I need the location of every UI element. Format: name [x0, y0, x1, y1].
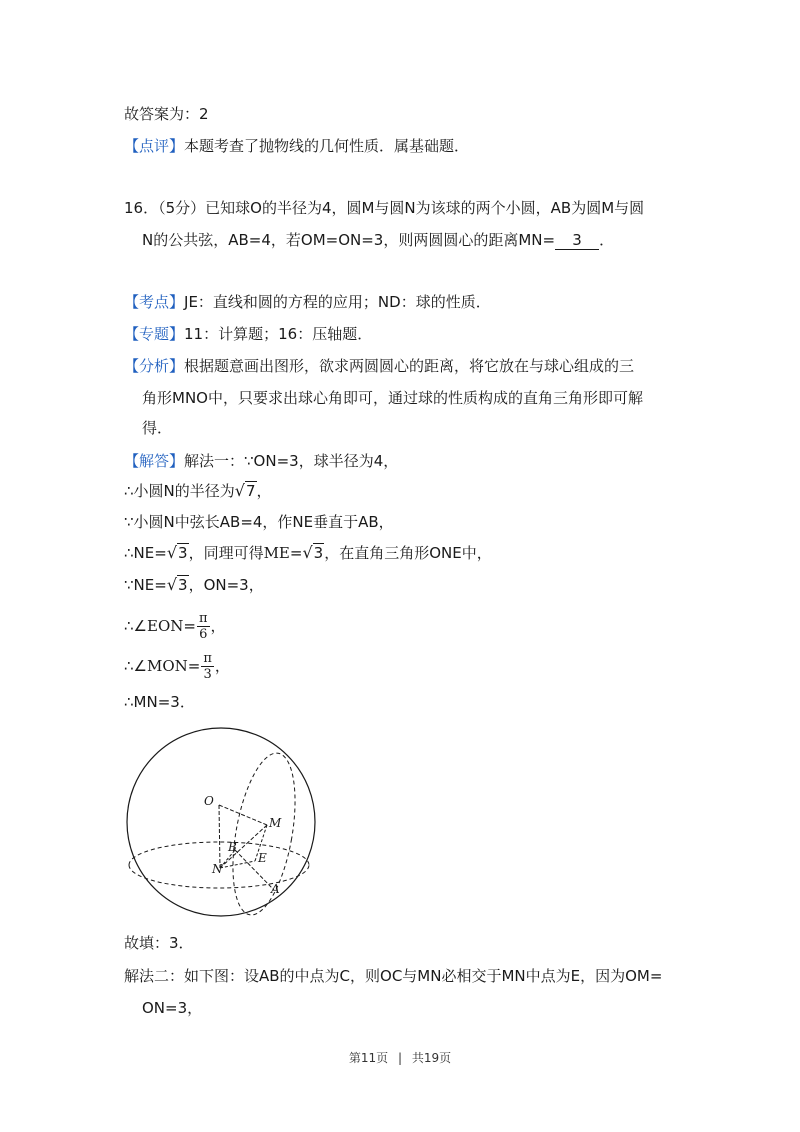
sqrt-7: √7: [234, 481, 256, 500]
sqrt-3: √3: [302, 543, 324, 562]
jieda-line-1: 解法一：∵ON=3，球半径为4，: [184, 452, 399, 470]
fenxi-line-1: 根据题意画出图形，欲求两圆圆心的距离，将它放在与球心组成的三: [184, 357, 635, 375]
numerator: π: [198, 611, 208, 626]
label-m: M: [269, 816, 282, 830]
fenxi-tag: 【分析】: [124, 357, 185, 375]
jieda-line-5-a: ∵NE=: [124, 576, 167, 594]
jieda-line-2: [124, 481, 272, 501]
kaodian-tag: 【考点】: [124, 293, 185, 311]
jieda-line-5: [124, 575, 264, 595]
page-footer: [0, 1049, 800, 1066]
denominator: 3: [203, 667, 212, 682]
radicand: 3: [178, 544, 188, 562]
fraction-pi-over-3: [201, 651, 214, 682]
label-b: B: [228, 840, 237, 854]
fenxi-line-3: 得．: [142, 419, 173, 437]
fenxi-paragraph: [124, 356, 634, 376]
zhuanti-paragraph: [124, 324, 372, 344]
jieda-line-7-pre: ∴∠: [124, 657, 147, 675]
jieda-line-2-end: ，: [256, 482, 272, 500]
tianshi-line: 故填：3．: [124, 934, 194, 952]
fraction-pi-over-6: [197, 611, 210, 642]
jieda-line-7: [124, 651, 230, 682]
zhuanti-tag: 【专题】: [124, 325, 185, 343]
question-16-end: ．: [599, 231, 615, 249]
label-e: E: [258, 851, 267, 865]
kaodian-paragraph: [124, 292, 491, 312]
denominator: 6: [199, 627, 208, 642]
method2-line-2: ON=3，: [142, 999, 203, 1017]
jieda-line-6: [124, 611, 226, 642]
method2-line-1: 解法二：如下图：设AB的中点为C，则OC与MN必相交于MN中点为E，因为OM=: [124, 967, 663, 985]
jieda-line-8: ∴MN=3．: [124, 693, 195, 711]
jieda-line-3: ∵小圆N中弦长AB=4，作NE垂直于AB，: [124, 513, 394, 531]
jieda-line-4-d: ，在直角三角形ONE中，: [324, 544, 492, 562]
radicand: 7: [245, 482, 256, 500]
question-16-line-2: [142, 230, 614, 250]
label-o: O: [204, 794, 214, 808]
radicand: 3: [313, 544, 324, 562]
jieda-line-2-text: ∴小圆N的半径为: [124, 482, 235, 500]
jieda-line-7-eq: =: [187, 657, 201, 675]
page-number: 第11页: [348, 1051, 389, 1065]
jieda-line-4-b: ，同理可得: [188, 544, 264, 562]
zhuanti-text: 11：计算题；16：压轴题．: [184, 325, 373, 343]
question-16-text: N的公共弦，AB=4，若OM=ON=3，则两圆圆心的距离MN=: [142, 231, 556, 249]
review-tag: 【点评】: [124, 137, 185, 155]
review-text: 本题考查了抛物线的几何性质．属基础题．: [184, 137, 470, 155]
jieda-line-4: [124, 543, 492, 563]
segment-me: ME: [263, 544, 290, 562]
jieda-line-4-a: ∴NE=: [124, 544, 167, 562]
jieda-paragraph: [124, 451, 398, 471]
jieda-line-5-b: ，ON=3，: [188, 576, 264, 594]
angle-mon: MON: [147, 657, 188, 675]
sqrt-3: √3: [166, 575, 188, 594]
segment-ab: [235, 850, 274, 890]
answer-blank: 3: [555, 231, 599, 250]
circle-m: [222, 748, 306, 918]
jieda-line-7-end: ，: [214, 657, 230, 675]
kaodian-text: JE：直线和圆的方程的应用；ND：球的性质．: [184, 293, 491, 311]
jieda-line-4-c: =: [289, 544, 303, 562]
label-n: N: [212, 862, 223, 876]
numerator: π: [203, 651, 212, 666]
radicand: 3: [178, 576, 188, 594]
sqrt-3: √3: [166, 543, 188, 562]
angle-eon: EON: [147, 617, 184, 635]
jieda-line-6-end: ，: [210, 617, 226, 635]
page-total: 共19页: [411, 1051, 452, 1065]
sphere-figure: [124, 722, 324, 918]
fenxi-line-2: 角形MNO中，只要求出球心角即可，通过球的性质构成的直角三角形即可解: [142, 389, 643, 407]
footer-separator: |: [397, 1051, 403, 1065]
question-16-line-1: 16．（5分）已知球O的半径为4，圆M与圆N为该球的两个小圆，AB为圆M与圆: [124, 199, 645, 217]
label-a: A: [271, 882, 280, 896]
jieda-tag: 【解答】: [124, 452, 185, 470]
jieda-line-6-pre: ∴∠: [124, 617, 147, 635]
segment-om: [219, 805, 267, 825]
review-paragraph: [124, 136, 469, 156]
segment-on: [219, 805, 220, 868]
answer-line: 故答案为：2: [124, 105, 209, 123]
jieda-line-6-eq: =: [183, 617, 196, 635]
